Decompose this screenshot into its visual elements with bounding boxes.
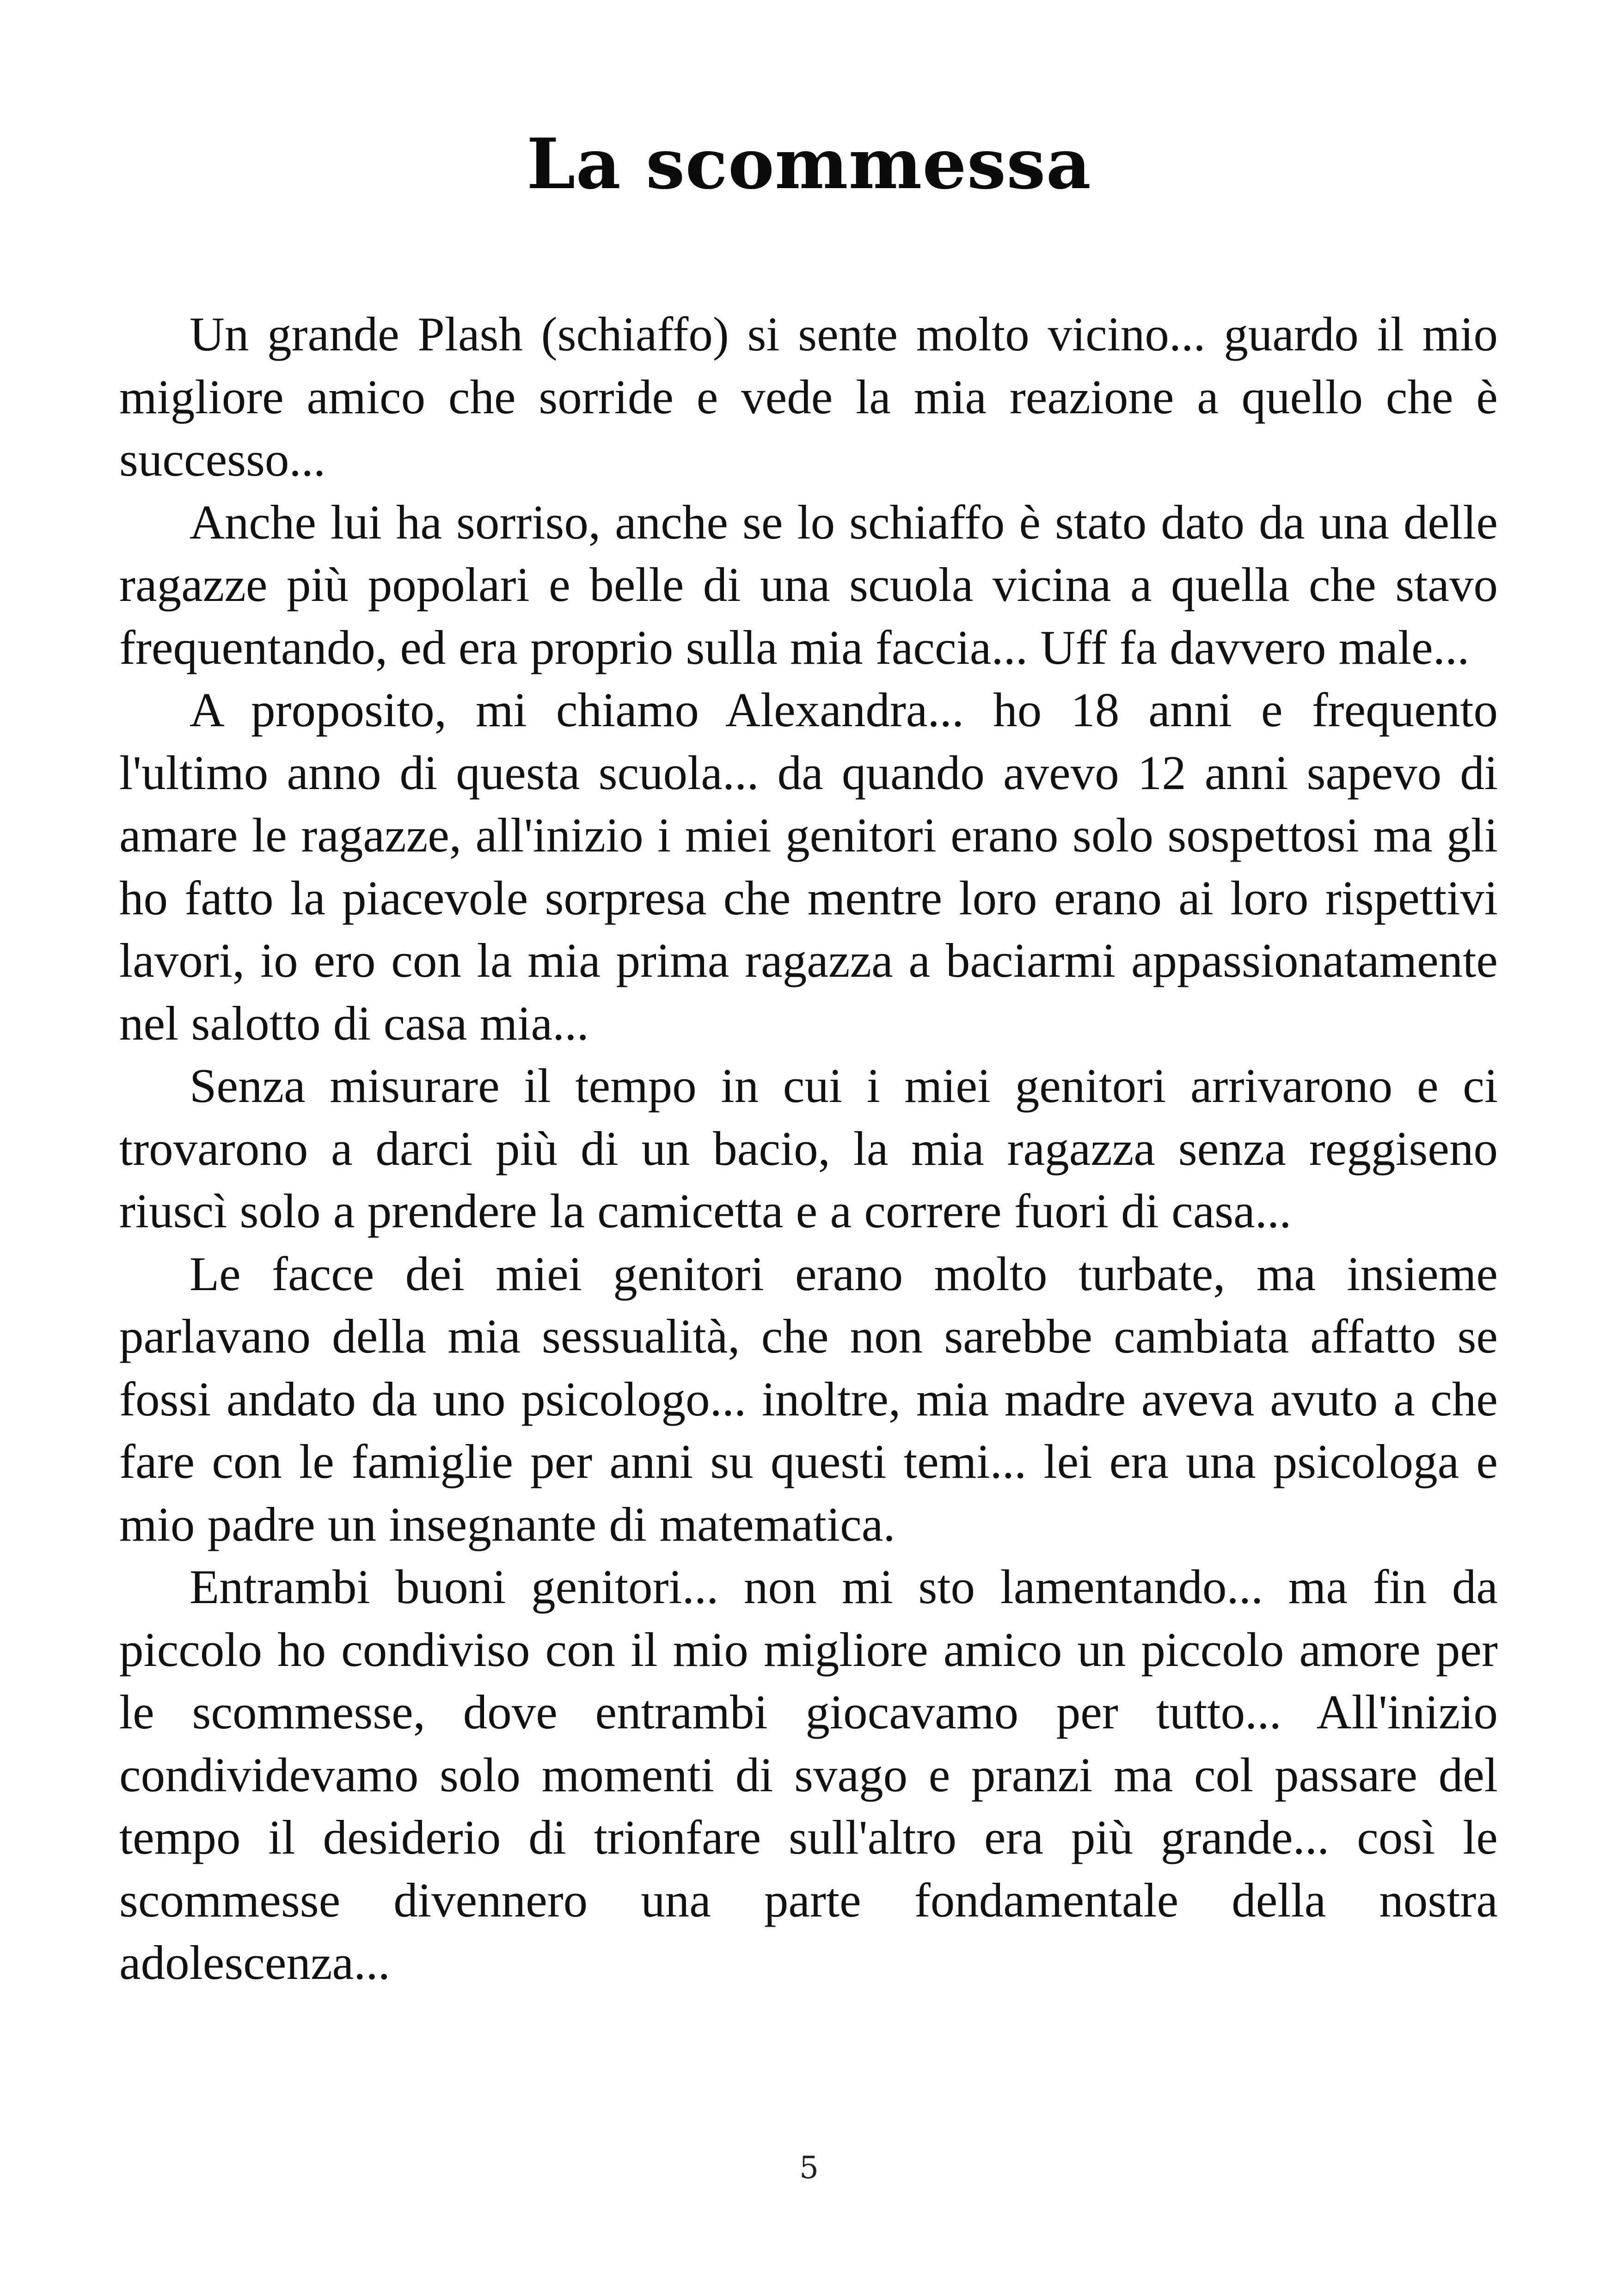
paragraph-1: Un grande Plash (schiaffo) si sente molto vicino... guardo il mio migliore amico che sorride e vede la mia reazione a quello che è successo... [119, 307, 1498, 486]
paragraph-3: A proposito, mi chiamo Alexandra... ho 18 anni e frequento l'ultimo anno di questa scuola... da quando avevo 12 anni sapevo di amare le ragazze, all'inizio i miei genitori erano solo sospettosi ma gli ho fatto la piacevole sorpresa che mentre loro erano ai loro rispettivi lavori, io ero con la mia prima ragazza a baciarmi appassionatamente nel salotto di casa mia... [119, 683, 1498, 1050]
chapter-body [119, 303, 1498, 1994]
paragraph-2: Anche lui ha sorriso, anche se lo schiaffo è stato dato da una delle ragazze più popolari e belle di una scuola vicina a quella che stavo frequentando, ed era proprio sulla mia faccia... Uff fa davvero male... [119, 495, 1498, 674]
chapter-title: La scommessa [527, 123, 1091, 205]
page-number: 5 [799, 2150, 819, 2186]
paragraph-6: Entrambi buoni genitori... non mi sto lamentando... ma fin da piccolo ho condiviso con il mio migliore amico un piccolo amore per le scommesse, dove entrambi giocavamo per tutto... All'inizio condividevamo solo momenti di svago e pranzi ma col passare del tempo il desiderio di trionfare sull'altro era più grande... così le scommesse divennero una parte fondamentale della nostra adolescenza... [119, 1560, 1498, 1990]
paragraph-4: Senza misurare il tempo in cui i miei genitori arrivarono e ci trovarono a darci più di un bacio, la mia ragazza senza reggiseno riuscì solo a prendere la camicetta e a correre fuori di casa... [119, 1059, 1498, 1238]
paragraph-5: Le facce dei miei genitori erano molto turbate, ma insieme parlavano della mia sessualità, che non sarebbe cambiata affatto se fossi andato da uno psicologo... inoltre, mia madre aveva avuto a che fare con le famiglie per anni su questi temi... lei era una psicologa e mio padre un insegnante di matematica. [119, 1246, 1498, 1551]
